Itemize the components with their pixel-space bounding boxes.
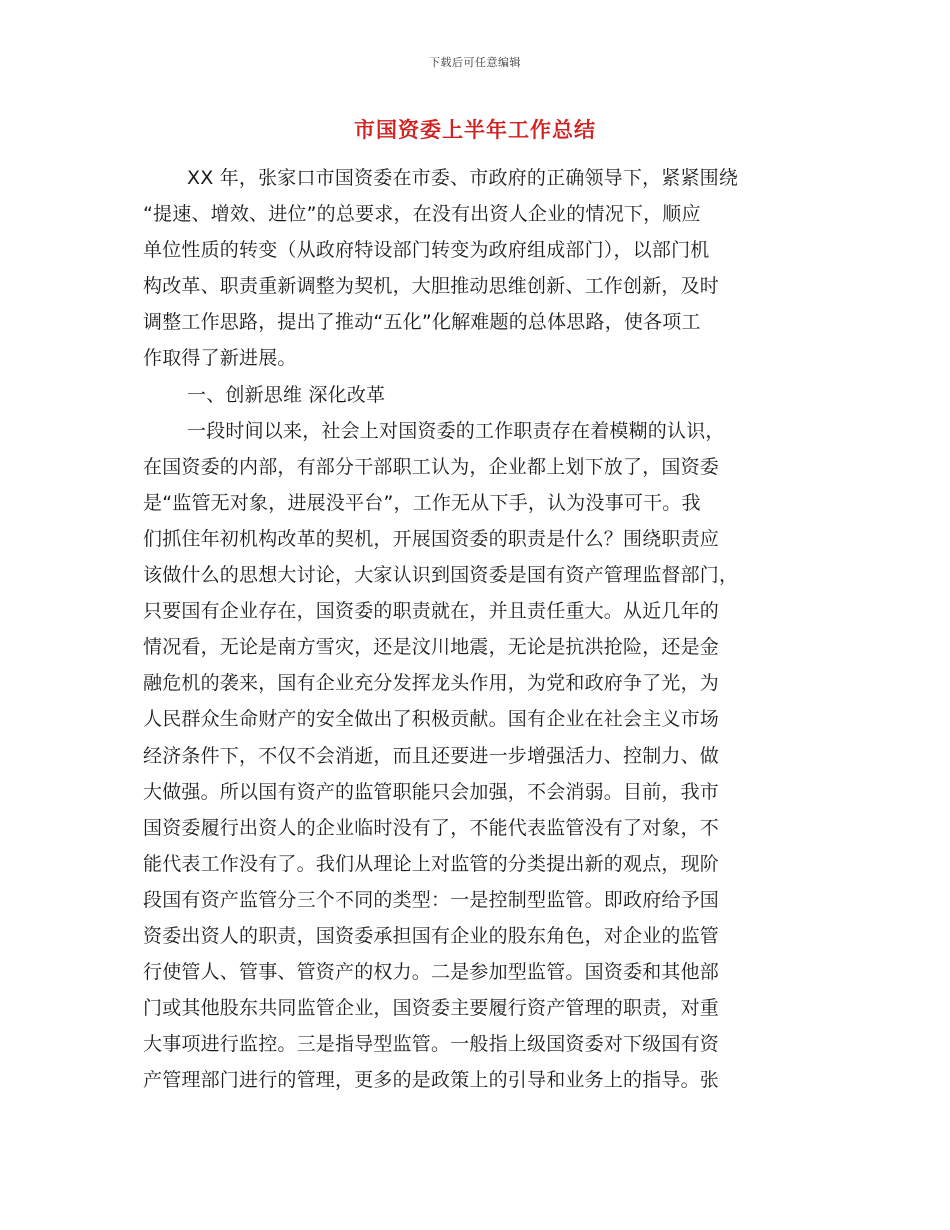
text-line: 段国有资产监管分三个不同的类型：一是控制型监管。即政府给予国 (143, 888, 720, 911)
text-line: 一段时间以来，社会上对国资委的工作职责存在着模糊的认识， (187, 419, 725, 442)
text-line: 国资委履行出资人的企业临时没有了，不能代表监管没有了对象，不 (143, 816, 720, 839)
text-line: 资委出资人的职责，国资委承担国有企业的股东角色，对企业的监管 (143, 924, 720, 947)
text-line: 经济条件下，不仅不会消逝，而且还要进一步增强活力、控制力、做 (143, 744, 720, 767)
text-line: 产管理部门进行的管理，更多的是政策上的引导和业务上的指导。张 (143, 1069, 720, 1092)
text-line: 只要国有企业存在，国资委的职责就在，并且责任重大。从近几年的 (143, 600, 720, 623)
text-line: XX 年，张家口市国资委在市委、市政府的正确领导下，紧紧围绕 (187, 167, 739, 189)
text-line: 构改革、职责重新调整为契机，大胆推动思维创新、工作创新，及时 (143, 275, 720, 298)
text-line: 大做强。所以国有资产的监管职能只会加强，不会消弱。目前，我市 (143, 780, 720, 803)
text-line: 门或其他股东共同监管企业，国资委主要履行资产管理的职责，对重 (143, 997, 720, 1020)
text-line: “提速、增效、进位”的总要求，在没有出资人企业的情况下，顺应 (143, 203, 701, 226)
text-line: 作取得了新进展。 (143, 347, 297, 370)
text-line: 人民群众生命财产的安全做出了积极贡献。国有企业在社会主义市场 (143, 708, 720, 731)
document-title: 市国资委上半年工作总结 (354, 118, 596, 142)
text-line: 能代表工作没有了。我们从理论上对监管的分类提出新的观点，现阶 (143, 852, 720, 875)
body-text (143, 160, 803, 1098)
text-line: 情况看，无论是南方雪灾，还是汶川地震，无论是抗洪抢险，还是金 (143, 636, 720, 659)
text-line: 融危机的袭来，国有企业充分发挥龙头作用，为党和政府争了光，为 (143, 672, 720, 695)
text-line: 们抓住年初机构改革的契机，开展国资委的职责是什么？围绕职责应 (143, 527, 720, 550)
text-line: 在国资委的内部，有部分干部职工认为，企业都上划下放了，国资委 (143, 455, 720, 478)
header-note: 下载后可任意编辑 (429, 56, 521, 69)
text-line: 是“监管无对象，进展没平台”，工作无从下手，认为没事可干。我 (143, 491, 701, 514)
text-line: 该做什么的思想大讨论，大家认识到国资委是国有资产管理监督部门， (143, 564, 739, 587)
text-line: 行使管人、管事、管资产的权力。二是参加型监管。国资委和其他部 (143, 961, 720, 984)
text-line: 大事项进行监控。三是指导型监管。一般指上级国资委对下级国有资 (143, 1033, 720, 1056)
text-line: 一、创新思维 深化改革 (187, 383, 386, 406)
text-line: 单位性质的转变（从政府特设部门转变为政府组成部门），以部门机 (143, 239, 710, 262)
text-line: 调整工作思路，提出了推动“五化”化解难题的总体思路，使各项工 (143, 311, 701, 334)
